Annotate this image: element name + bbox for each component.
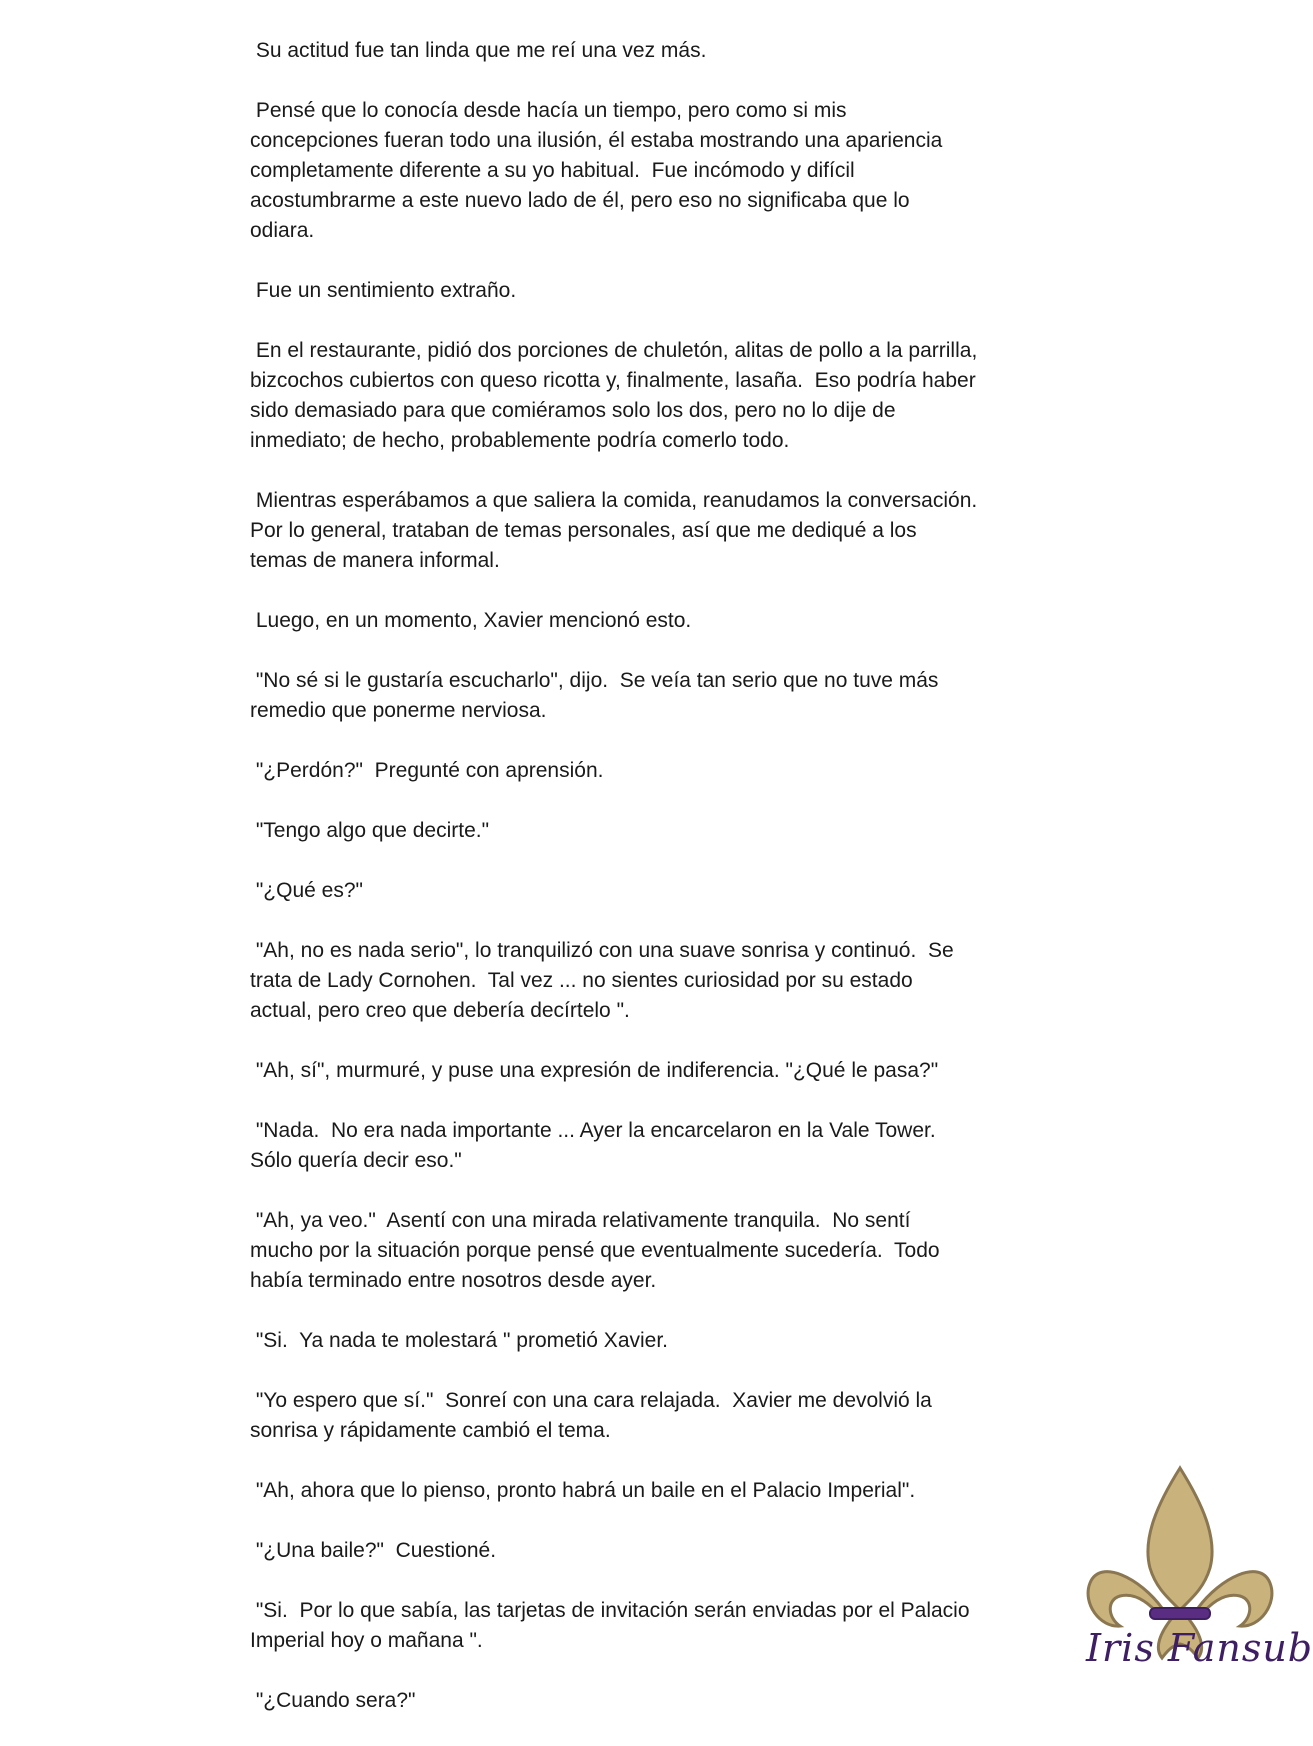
fleur-de-lis-icon (1080, 1458, 1280, 1708)
paragraph (250, 276, 1050, 306)
paragraph (250, 666, 1050, 726)
paragraph-line: Por lo general, trataban de temas personales, así que me dediqué a los (250, 519, 917, 542)
paragraph-line: Su actitud fue tan linda que me reí una vez más. (250, 39, 707, 62)
paragraph-line: completamente diferente a su yo habitual. Fue incómodo y difícil (250, 159, 855, 182)
paragraph-line: "Si. Ya nada te molestará " prometió Xavier. (250, 1329, 669, 1352)
paragraph (250, 936, 1050, 1026)
paragraph-line: remedio que ponerme nerviosa. (250, 699, 547, 722)
document-body (250, 36, 1050, 1746)
paragraph-line: "Yo espero que sí." Sonreí con una cara relajada. Xavier me devolvió la (250, 1389, 932, 1412)
paragraph-line: inmediato; de hecho, probablemente podría comerlo todo. (250, 429, 790, 452)
paragraph (250, 336, 1050, 456)
paragraph-line: Sólo quería decir eso." (250, 1149, 462, 1172)
paragraph (250, 816, 1050, 846)
paragraph (250, 1116, 1050, 1176)
paragraph (250, 1386, 1050, 1446)
paragraph-line: Imperial hoy o mañana ". (250, 1629, 483, 1652)
paragraph-line: "Tengo algo que decirte." (250, 819, 490, 842)
paragraph-line: sonrisa y rápidamente cambió el tema. (250, 1419, 611, 1442)
paragraph (250, 1686, 1050, 1716)
paragraph-line: Fue un sentimiento extraño. (250, 279, 517, 302)
paragraph (250, 96, 1050, 246)
paragraph-line: concepciones fueran todo una ilusión, él estaba mostrando una apariencia (250, 129, 943, 152)
paragraph-line: Luego, en un momento, Xavier mencionó esto. (250, 609, 692, 632)
paragraph-line: "¿Perdón?" Pregunté con aprensión. (250, 759, 604, 782)
paragraph (250, 876, 1050, 906)
paragraph (250, 486, 1050, 576)
paragraph-line: "Ah, ahora que lo pienso, pronto habrá un baile en el Palacio Imperial". (250, 1479, 916, 1502)
paragraph-line: actual, pero creo que debería decírtelo ". (250, 999, 630, 1022)
paragraph-line: "¿Una baile?" Cuestioné. (250, 1539, 497, 1562)
paragraph-line: En el restaurante, pidió dos porciones de chuletón, alitas de pollo a la parrilla, (250, 339, 978, 362)
paragraph-line: "No sé si le gustaría escucharlo", dijo. Se veía tan serio que no tuve más (250, 669, 939, 692)
paragraph-line: "Ah, sí", murmuré, y puse una expresión de indiferencia. "¿Qué le pasa?" (250, 1059, 939, 1082)
paragraph (250, 606, 1050, 636)
paragraph-line: "Nada. No era nada importante ... Ayer la encarcelaron en la Vale Tower. (250, 1119, 936, 1142)
paragraph (250, 756, 1050, 786)
paragraph-line: "Ah, ya veo." Asentí con una mirada relativamente tranquila. No sentí (250, 1209, 911, 1232)
paragraph (250, 1206, 1050, 1296)
paragraph-line: "Si. Por lo que sabía, las tarjetas de invitación serán enviadas por el Palacio (250, 1599, 970, 1622)
paragraph-line: trata de Lady Cornohen. Tal vez ... no sientes curiosidad por su estado (250, 969, 913, 992)
paragraph-line: "Ah, no es nada serio", lo tranquilizó con una suave sonrisa y continuó. Se (250, 939, 954, 962)
paragraph (250, 1326, 1050, 1356)
paragraph-line: temas de manera informal. (250, 549, 500, 572)
paragraph-line: bizcochos cubiertos con queso ricotta y, finalmente, lasaña. Eso podría haber (250, 369, 976, 392)
watermark-logo-text: Iris Fansub (1086, 1626, 1313, 1670)
paragraph-line: "¿Cuando sera?" (250, 1689, 416, 1712)
paragraph (250, 1536, 1050, 1566)
paragraph-line: acostumbrarme a este nuevo lado de él, pero eso no significaba que lo (250, 189, 910, 212)
paragraph (250, 1056, 1050, 1086)
paragraph-line: Pensé que lo conocía desde hacía un tiempo, pero como si mis (250, 99, 847, 122)
paragraph (250, 36, 1050, 66)
paragraph-line: había terminado entre nosotros desde ayer. (250, 1269, 657, 1292)
paragraph-line: odiara. (250, 219, 315, 242)
paragraph-line: "¿Qué es?" (250, 879, 363, 902)
paragraph-line: Mientras esperábamos a que saliera la comida, reanudamos la conversación. (250, 489, 978, 512)
paragraph-line: mucho por la situación porque pensé que eventualmente sucedería. Todo (250, 1239, 940, 1262)
paragraph (250, 1476, 1050, 1506)
paragraph (250, 1596, 1050, 1656)
paragraph-line: sido demasiado para que comiéramos solo los dos, pero no lo dije de (250, 399, 896, 422)
